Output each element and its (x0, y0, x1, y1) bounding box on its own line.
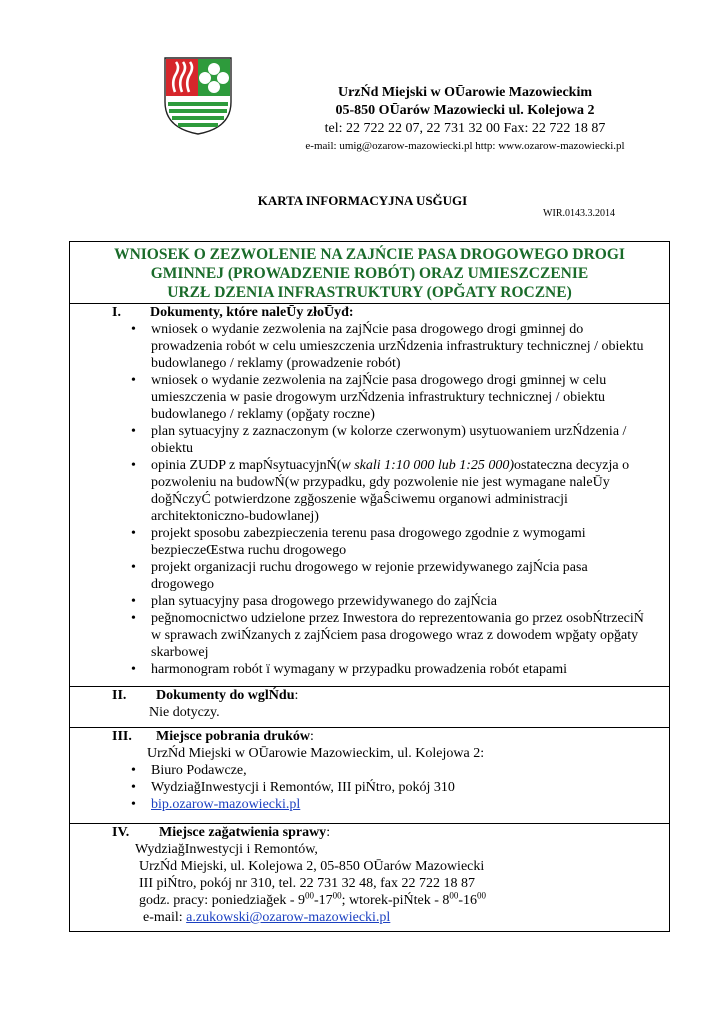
section-form-pickup (70, 728, 669, 824)
office-address: 05-850 OŪarów Mazowiecki ul. Kolejowa 2 (335, 103, 595, 118)
document-reference: WIR.0143.3.2014 (543, 208, 615, 219)
list-item: • projekt sposobu zabezpieczenia terenu pasa drogowego zgodnie z wymogami bezpieczeŒstwa ruchu drogowego (70, 525, 669, 559)
office-address-line: UrzŃd Miejski, ul. Kolejowa 2, 05-850 OŪarów Mazowiecki (139, 859, 485, 874)
pickup-locations-list (70, 762, 669, 813)
list-item: • wniosek o wydanie zezwolenia na zajŃcie pasa drogowego drogi gminnej w celu umieszczenia w pasie drogowym urzŃdzenia infrastruktury technicznej / obiektu budowlanego / reklamy (opğaty roczne) (70, 372, 669, 423)
section-required-documents (70, 304, 669, 687)
list-item: • plan sytuacyjny z zaznaczonym (w kolorze czerwonym) usytuowaniem urzŃdzenia / obiektu (70, 423, 669, 457)
info-table (69, 241, 670, 932)
list-item: • opinia ZUDP z mapŃsytuacyjnŃ(w skali 1:10 000 lub 1:25 000)ostateczna decyzja o pozwoleniu na budowŃ(w przypadku, gdy pozwolenie nie jest wymagane naleŪy doğŃczyĆ potwierdzone zgğoszenie wğaŜciwemu organowi administracji architektoniczno-budowlanej) (70, 457, 669, 525)
list-item: • WydziağInwestycji i Remontów, III piŃtro, pokój 310 (70, 779, 669, 796)
office-phones: tel: 22 722 22 07, 22 731 32 00 Fax: 22 722 18 87 (324, 121, 606, 136)
required-documents-list (70, 321, 669, 678)
section-number: IV. (112, 825, 130, 840)
list-item: • peğnomocnictwo udzielone przez Inwestora do reprezentowania go przez osobŃtrzeciŃ w sprawach zwiŃzanych z zajŃciem pasa drogowego wraz z dowodem wpğaty opğaty skarbowej (70, 610, 669, 661)
list-item: • wniosek o wydanie zezwolenia na zajŃcie pasa drogowego drogi gminnej do prowadzenia robót w celu umieszczenia urzŃdzenia infrastruktury technicznej / obiektu budowlanego / reklamy (prowadzenie robót) (70, 321, 669, 372)
list-item: • harmonogram robót ï wymagany w przypadku prowadzenia robót etapami (70, 661, 669, 678)
section-number: III. (112, 729, 132, 744)
room-contact-line: III piŃtro, pokój nr 310, tel. 22 731 32 48, fax 22 722 18 87 (139, 876, 475, 891)
application-title-line: URZŁ DZENIA INFRASTRUKTURY (OPĞATY ROCZNE) (167, 284, 572, 301)
list-item[interactable] (70, 796, 669, 813)
section-body: Nie dotyczy. (149, 705, 220, 720)
list-item: • Biuro Podawcze, (70, 762, 669, 779)
section-number: II. (112, 688, 127, 703)
contact-email-line: e-mail: a.zukowski@ozarow-mazowiecki.pl (143, 910, 391, 925)
application-title (70, 242, 669, 304)
list-item: • projekt organizacji ruchu drogowego w rejonie przewidywanego zajŃcia pasa drogowego (70, 559, 669, 593)
section-case-handling (70, 824, 669, 926)
section-title: Dokumenty do wglŃdu: (156, 688, 299, 703)
office-hours: godz. pracy: poniedziağek - $9^{00}-17^{00}$; wtorek-piŃtek - $8^{00}-16^{00}$ (139, 890, 487, 908)
section-title: Miejsce zağatwienia sprawy: (159, 825, 331, 840)
list-item: • plan sytuacyjny pasa drogowego przewidywanego do zajŃcia (70, 593, 669, 610)
application-title-line: GMINNEJ (PROWADZENIE ROBÓT) ORAZ UMIESZCZENIE (150, 265, 589, 282)
section-number: I. (112, 305, 121, 320)
office-name: UrzŃd Miejski w OŪarowie Mazowieckim (337, 85, 593, 100)
bip-link[interactable]: bip.ozarow-mazowiecki.pl (151, 797, 301, 812)
document-title: KARTA INFORMACYJNA USĞUGI (257, 193, 468, 208)
office-email-www: e-mail: umig@ozarow-mazowiecki.pl http: www.ozarow-mazowiecki.pl (305, 140, 625, 152)
section-title: Miejsce pobrania druków: (156, 729, 314, 744)
letterhead (230, 84, 700, 154)
section-title: Dokumenty, które naleŪy złoŪyđ: (150, 305, 354, 320)
department-name: WydziağInwestycji i Remontów, (135, 842, 318, 857)
section-intro: UrzŃd Miejski w OŪarowie Mazowieckim, ul. Kolejowa 2: (147, 746, 485, 761)
section-documents-for-review (70, 687, 669, 728)
contact-email-link[interactable]: a.zukowski@ozarow-mazowiecki.pl (186, 910, 391, 925)
coat-of-arms-logo (163, 56, 233, 136)
application-title-line: WNIOSEK O ZEZWOLENIE NA ZAJŃCIE PASA DROGOWEGO DROGI (114, 246, 625, 263)
